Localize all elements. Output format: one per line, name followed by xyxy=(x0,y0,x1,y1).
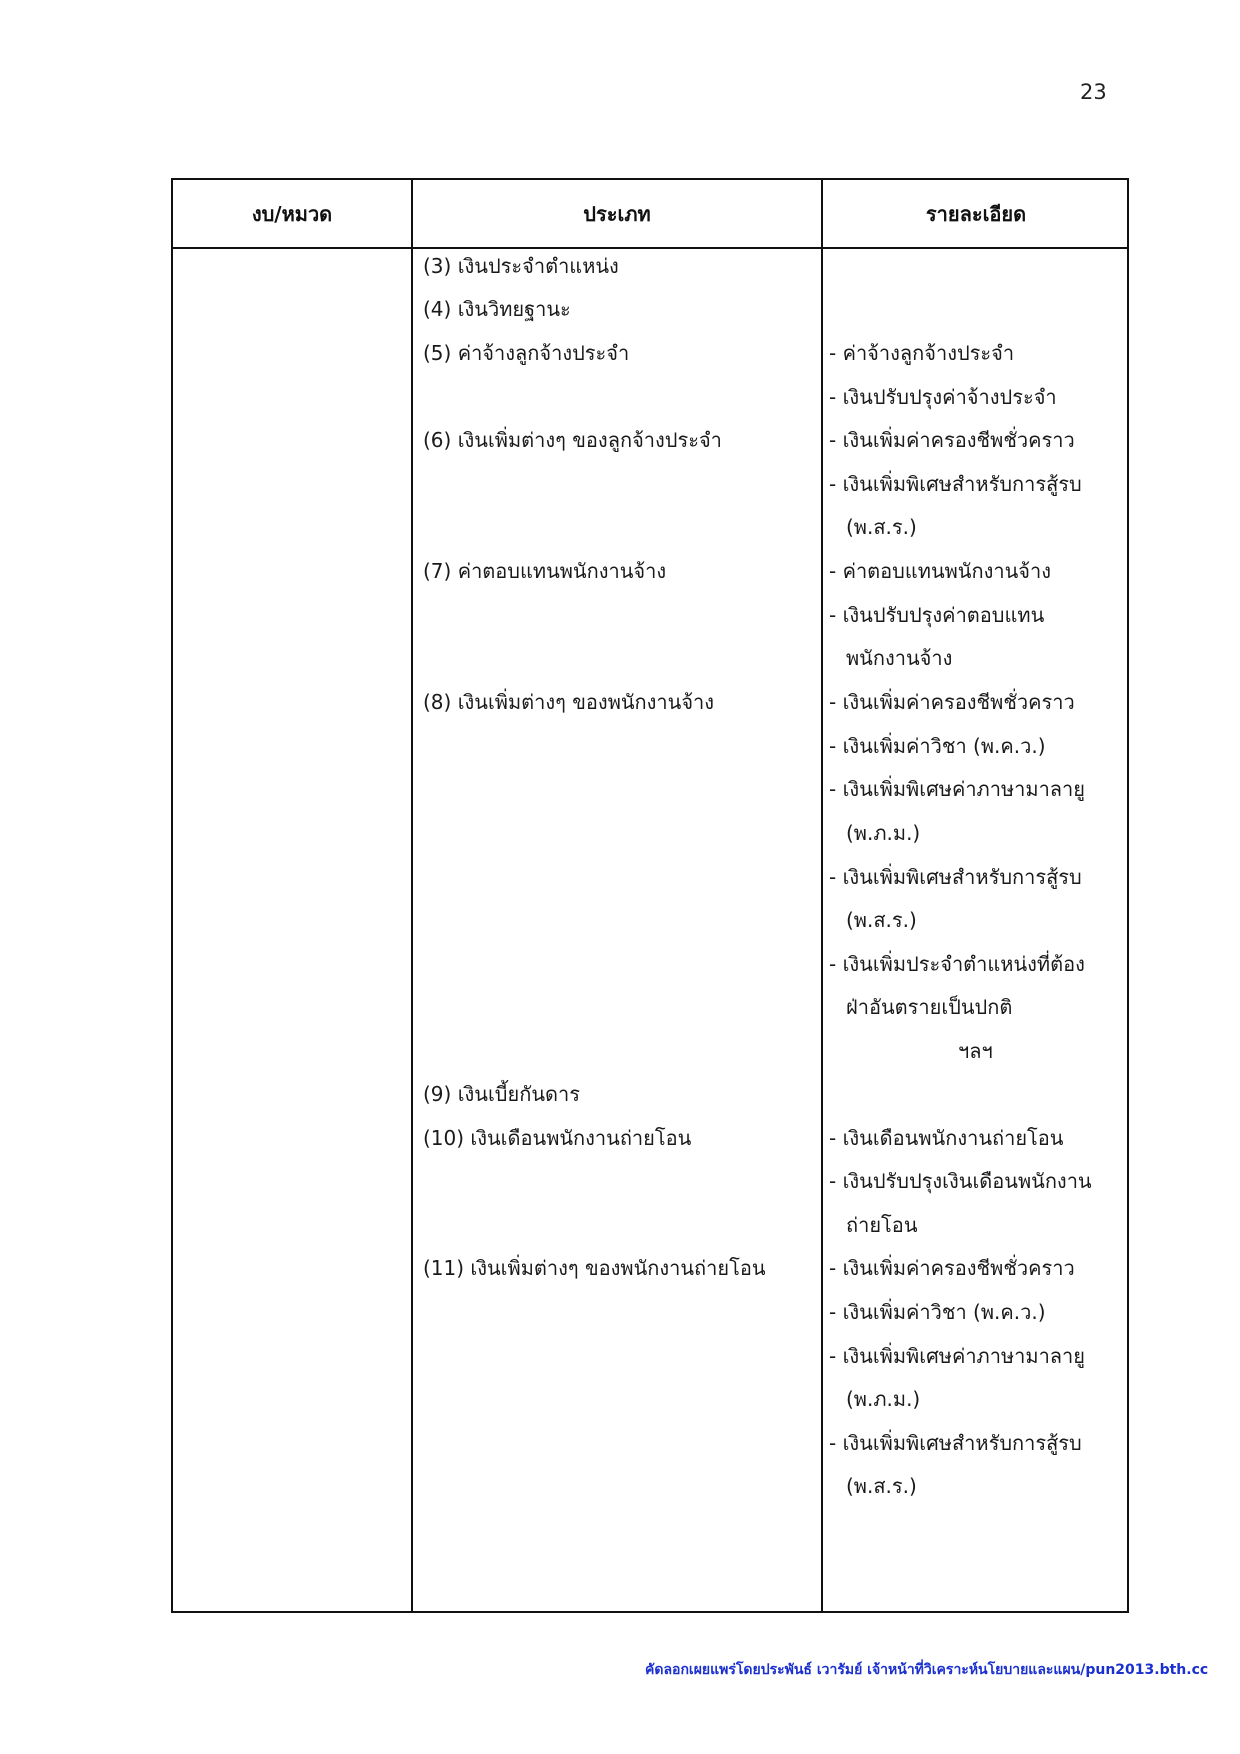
detail-line: - เงินเพิ่มพิเศษสำหรับการสู้รบ xyxy=(829,865,1082,889)
detail-line: - เงินเพิ่มค่าครองชีพชั่วคราว xyxy=(829,690,1075,714)
type-item-4: (4) เงินวิทยฐานะ xyxy=(423,297,571,321)
detail-line: - เงินเพิ่มค่าวิชา (พ.ค.ว.) xyxy=(829,1300,1046,1324)
detail-line: ถ่ายโอน xyxy=(846,1213,918,1237)
detail-line: - เงินเพิ่มค่าครองชีพชั่วคราว xyxy=(829,428,1075,452)
detail-line: - เงินเพิ่มประจำตำแหน่งที่ต้อง xyxy=(829,952,1085,976)
type-item-9: (9) เงินเบี้ยกันดาร xyxy=(423,1082,580,1106)
header-category: งบ/หมวด xyxy=(251,201,333,226)
header-divider xyxy=(173,247,1127,249)
detail-line: - เงินปรับปรุงค่าตอบแทน xyxy=(829,603,1045,627)
detail-line: - เงินเพิ่มพิเศษค่าภาษามาลายู xyxy=(829,777,1086,801)
type-item-3: (3) เงินประจำตำแหน่ง xyxy=(423,254,619,278)
detail-line: - เงินเพิ่มพิเศษค่าภาษามาลายู xyxy=(829,1344,1086,1368)
type-item-6: (6) เงินเพิ่มต่างๆ ของลูกจ้างประจำ xyxy=(423,428,722,452)
page-number: 23 xyxy=(1080,80,1107,104)
type-item-5: (5) ค่าจ้างลูกจ้างประจำ xyxy=(423,341,630,365)
column-divider-2 xyxy=(821,180,823,1611)
detail-line: - ค่าตอบแทนพนักงานจ้าง xyxy=(829,559,1051,583)
detail-line: - เงินปรับปรุงค่าจ้างประจำ xyxy=(829,385,1057,409)
detail-line: - เงินปรับปรุงเงินเดือนพนักงาน xyxy=(829,1169,1092,1193)
detail-line: - เงินเพิ่มค่าวิชา (พ.ค.ว.) xyxy=(829,734,1046,758)
header-type: ประเภท xyxy=(583,201,651,226)
header-detail: รายละเอียด xyxy=(925,201,1027,226)
detail-line: (พ.ภ.ม.) xyxy=(846,821,921,845)
detail-line: (พ.ภ.ม.) xyxy=(846,1387,921,1411)
detail-line: - ค่าจ้างลูกจ้างประจำ xyxy=(829,341,1015,365)
detail-line: (พ.ส.ร.) xyxy=(846,908,917,932)
type-item-11: (11) เงินเพิ่มต่างๆ ของพนักงานถ่ายโอน xyxy=(423,1256,766,1280)
type-item-10: (10) เงินเดือนพนักงานถ่ายโอน xyxy=(423,1126,692,1150)
detail-etc: ฯลฯ xyxy=(958,1039,993,1063)
detail-line: พนักงานจ้าง xyxy=(846,646,953,670)
footer-credit: คัดลอกเผยแพร่โดยประพันธ์ เวารัมย์ เจ้าหน้าที่วิเคราะห์นโยบายและแผน/pun2013.bth.cc xyxy=(645,1662,1209,1678)
detail-line: - เงินเดือนพนักงานถ่ายโอน xyxy=(829,1126,1064,1150)
detail-line: - เงินเพิ่มพิเศษสำหรับการสู้รบ xyxy=(829,1431,1082,1455)
detail-line: - เงินเพิ่มค่าครองชีพชั่วคราว xyxy=(829,1256,1075,1280)
type-item-8: (8) เงินเพิ่มต่างๆ ของพนักงานจ้าง xyxy=(423,690,715,714)
column-divider-1 xyxy=(411,180,413,1611)
detail-line: - เงินเพิ่มพิเศษสำหรับการสู้รบ xyxy=(829,472,1082,496)
budget-table xyxy=(171,178,1129,1613)
detail-line: (พ.ส.ร.) xyxy=(846,1474,917,1498)
type-item-7: (7) ค่าตอบแทนพนักงานจ้าง xyxy=(423,559,667,583)
detail-line: ฝ่าอันตรายเป็นปกติ xyxy=(846,995,1013,1019)
detail-line: (พ.ส.ร.) xyxy=(846,515,917,539)
